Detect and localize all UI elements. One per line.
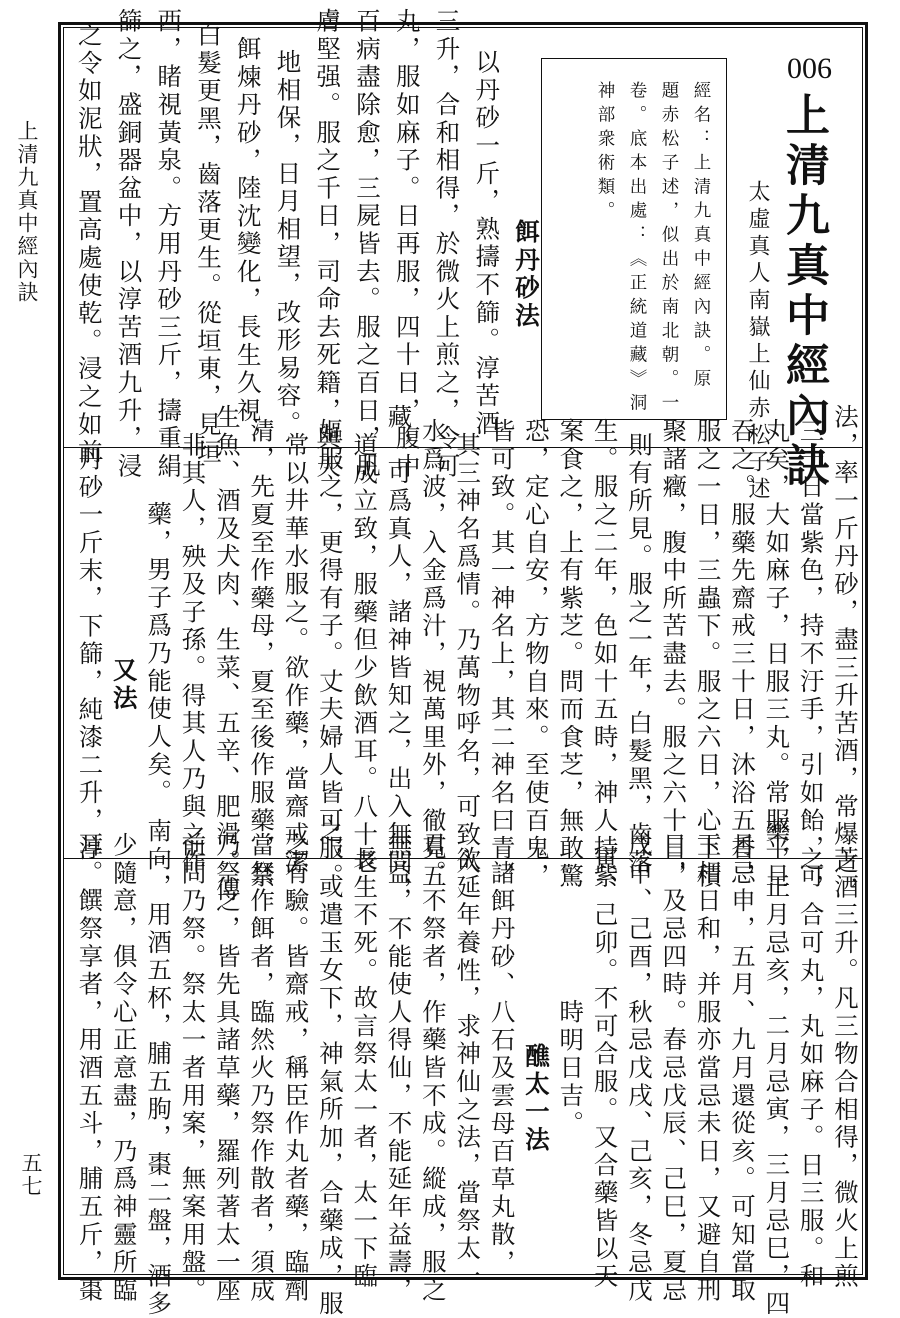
text-column: 藏，可爲真人，諸神皆知之，出入無間，	[384, 403, 414, 905]
text-column: 之令如泥狀，置高處使乾。浸之如前	[74, 21, 104, 467]
text-column: 諸餌丹砂、八石及雲母百草丸散，	[487, 859, 517, 1277]
text-column: 地相保，日月相望，改形易容。	[273, 49, 303, 439]
text-column: 服之一日，三蟲下。服之六日，心下積	[693, 417, 723, 891]
text-column: 前問乃祭。祭太一者用案，無案用盤。	[178, 831, 208, 1305]
section-heading: 餌丹砂法	[512, 219, 541, 331]
text-column: 欲延年養性，求神仙之法，當祭太一	[453, 845, 483, 1291]
text-column: 三升，合和相得，於微火上煎之，令可	[432, 7, 462, 481]
text-column: 寅、己卯。不可合服。又合藥皆以天	[590, 845, 620, 1291]
text-column: 丹砂一斤末，下篩，純漆二升，淳	[75, 445, 105, 863]
page-number: 五七	[19, 1152, 43, 1198]
text-column: 其三神名爲情。乃萬物呼名，可致入	[453, 431, 483, 877]
text-column: 以丹砂一斤，熟擣不篩。淳苦酒	[472, 49, 502, 439]
scripture-author: 太虛真人南嶽上仙赤松子述	[745, 180, 770, 504]
text-column: 餌煉丹砂，陸沈變化，長生久視，	[233, 35, 263, 453]
text-column: 當祭作餌者，臨然火乃祭作散者，須成	[247, 831, 277, 1305]
text-column: 時明日吉。	[556, 998, 586, 1138]
text-column: 則有所見。服之一年，白髮黑，齒落	[624, 431, 654, 877]
text-column: 百病盡除愈，三屍皆去。服之百日，肌	[353, 7, 382, 481]
text-column: 耳。饌祭享者，用酒五斗，脯五斤，棗	[75, 831, 105, 1305]
text-column: 長生不死。故言祭太一者，太一下臨	[350, 845, 380, 1291]
text-column: 之有驗。皆齋戒，稱臣作丸者藥，臨劑	[281, 831, 311, 1305]
text-column: 嫗服之，更得有子。丈夫婦人皆可服。	[315, 417, 345, 891]
text-column: 王相日和，并服亦當忌未日，又避自刑	[693, 831, 723, 1305]
text-column: 道成立致，服藥但少飲酒耳。八十老	[350, 431, 380, 877]
text-column: 苦酒三升。凡三物合相得，微火上煎	[831, 845, 860, 1291]
text-column: 皆可致。其一神名上，其二神名曰青，	[487, 417, 517, 891]
text-column: 戊申、己酉，秋忌戊戌、己亥，冬忌戊	[624, 831, 654, 1305]
text-column: 三十日當紫色，持不汙手，引如飴，可	[796, 417, 826, 891]
text-column: 西，睹視黃泉。方用丹砂三斤，擣重絹	[154, 7, 184, 481]
text-column: 藥，男子爲乃能使人矣。	[144, 501, 174, 807]
info-line: 題赤松子述，似出於南北朝。一	[659, 81, 679, 417]
info-line: 神部衆術類。	[595, 81, 615, 225]
text-column: 非其人，殃及子孫。得其人乃與之作	[178, 431, 208, 877]
text-column: 月忌申，五月、九月還從亥。可知當取	[727, 831, 757, 1305]
text-column: 聚諸癥，腹中所苦盡去。服之六十日，	[659, 417, 689, 891]
text-column: 君。不祭者，作藥皆不成。縱成，服之	[418, 831, 448, 1305]
text-column: 無益，不能使人得仙，不能延年益壽，	[384, 831, 414, 1305]
text-column: 之，或遣玉女下，神氣所加，合藥成，服	[315, 817, 345, 1318]
text-column: 篩之，盛銅器盆中，以淳苦酒九升，浸	[114, 7, 144, 481]
text-band-bottom	[72, 817, 862, 1318]
text-column: 水爲波，入金爲汁，視萬里外，徹見五	[418, 417, 448, 891]
text-column: 少隨意，俱令心正意盡，乃爲神靈所臨	[109, 831, 139, 1305]
section-heading: 醮太一法	[521, 1043, 551, 1155]
text-column: 之，合可丸，丸如麻子。日三服。和	[796, 845, 826, 1291]
info-line: 經名：上清九真中經內訣。原	[691, 81, 711, 393]
running-title: 上清九真中經內訣	[15, 120, 39, 304]
text-column: 日，及忌四時。春忌戊辰、己巳，夏忌	[659, 831, 689, 1305]
text-column: 清，先夏至作藥母，夏至後作服藥，禁	[247, 417, 277, 891]
text-column: 藥，正月忌亥，二月忌寅，三月忌巳，四	[762, 817, 792, 1318]
text-column: 恐，定心自安，方物自來。至使百鬼，	[521, 417, 551, 891]
info-line: 卷。底本出處：《正統道藏》洞	[627, 81, 647, 417]
scripture-number: 006	[787, 52, 832, 85]
text-column: 生魚、酒及犬肉、生菜、五辛、肥滑。傳	[212, 403, 242, 905]
text-column: 乃祭之，皆先具諸草藥，羅列著太一座	[212, 831, 242, 1305]
text-column: 吞之。服藥先齋戒三十日，沐浴五香，	[727, 417, 757, 891]
text-column: 丸矣，大如麻子，日服三丸。常服平旦	[762, 417, 792, 891]
text-column: 常以井華水服之。欲作藥，當齋戒潔	[281, 431, 311, 877]
section-heading: 又法	[109, 657, 139, 713]
text-column: 法，率一斤丹砂，盡三升苦酒，常爆之，	[831, 403, 860, 905]
scripture-info-box	[541, 58, 727, 420]
scripture-title: 上清九真中經內訣	[778, 92, 829, 492]
text-column: 案食之，上有紫芝。問而食芝，無敢驚	[556, 417, 586, 891]
text-column: 丸，服如麻子。日再服，四十日，腹中	[392, 7, 422, 481]
text-band-middle	[72, 403, 862, 905]
text-column: 膚堅强。服之千日，司命去死籍，與天	[313, 7, 343, 481]
text-column: 生。服之二年，色如十五時，神人持紫	[590, 417, 620, 891]
text-column: 白髮更黑，齒落更生。從垣東，見垣	[194, 21, 223, 467]
text-column: 南向，用酒五杯，脯五朐，棗二盤，酒多	[144, 817, 174, 1318]
text-band-top	[66, 7, 543, 481]
